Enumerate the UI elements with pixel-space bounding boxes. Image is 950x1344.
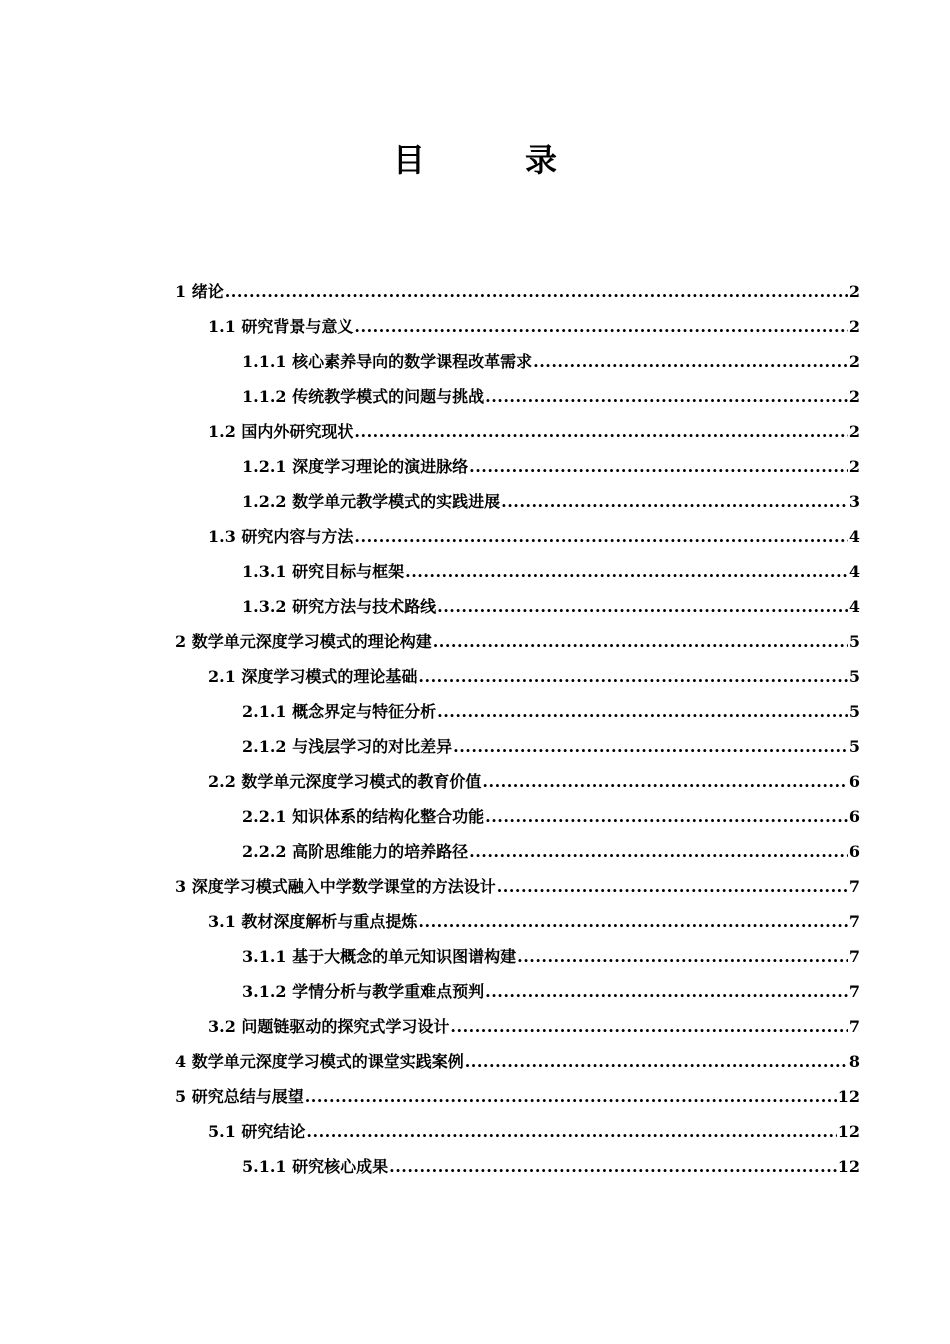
toc-entry-title: 2.1.1 概念界定与特征分析 [242,702,437,721]
toc-entry-page-number: 2 [848,352,860,371]
toc-entry[interactable] [175,274,860,309]
toc-entry[interactable] [242,939,860,974]
toc-entry-page-number: 4 [848,527,860,546]
toc-dot-leader [306,1114,836,1149]
toc-dot-leader [437,589,848,624]
toc-entry-title: 1.3.2 研究方法与技术路线 [242,597,437,616]
toc-dot-leader [453,729,848,764]
toc-entry-page-number: 5 [848,737,860,756]
toc-entry-title: 1.1.2 传统教学模式的问题与挑战 [242,387,485,406]
toc-entry-title: 5.1 研究结论 [208,1122,306,1141]
toc-entry-page-number: 4 [848,597,860,616]
toc-entry-page-number: 7 [848,912,860,931]
toc-dot-leader [485,799,848,834]
toc-entry-page-number: 2 [848,422,860,441]
toc-entry-title: 3.1.2 学情分析与教学重难点预判 [242,982,485,1001]
toc-entry-page-number: 8 [848,1052,860,1071]
toc-entry-title: 3.2 问题链驱动的探究式学习设计 [208,1017,450,1036]
toc-entry[interactable] [208,309,860,344]
toc-dot-leader [418,659,847,694]
toc-entry[interactable] [242,484,860,519]
toc-entry[interactable] [242,834,860,869]
toc-entry-title: 2.1.2 与浅层学习的对比差异 [242,737,453,756]
toc-entry-page-number: 6 [848,807,860,826]
toc-entry-title: 2.1 深度学习模式的理论基础 [208,667,418,686]
toc-entry-title: 1.1 研究背景与意义 [208,317,354,336]
toc-entry[interactable] [208,764,860,799]
toc-dot-leader [485,379,848,414]
toc-entry-title: 3.1 教材深度解析与重点提炼 [208,912,418,931]
toc-entry-title: 3 深度学习模式融入中学数学课堂的方法设计 [175,877,496,896]
toc-entry-page-number: 5 [848,702,860,721]
toc-entry-page-number: 2 [848,387,860,406]
toc-entry-title: 3.1.1 基于大概念的单元知识图谱构建 [242,947,517,966]
toc-entry-page-number: 2 [848,317,860,336]
toc-entry[interactable] [208,414,860,449]
toc-entry-title: 2.2.2 高阶思维能力的培养路径 [242,842,469,861]
toc-entry-title: 1.2.2 数学单元教学模式的实践进展 [242,492,501,511]
toc-entry-page-number: 2 [848,457,860,476]
toc-dot-leader [354,519,847,554]
toc-entry-page-number: 7 [848,982,860,1001]
toc-entry[interactable] [208,1114,860,1149]
toc-dot-leader [389,1149,837,1184]
toc-entry-title: 1.3.1 研究目标与框架 [242,562,405,581]
toc-entry[interactable] [175,624,860,659]
toc-entry-title: 1.1.1 核心素养导向的数学课程改革需求 [242,352,533,371]
toc-dot-leader [418,904,847,939]
toc-entry[interactable] [242,589,860,624]
toc-entry[interactable] [208,659,860,694]
toc-dot-leader [501,484,848,519]
toc-entry-page-number: 7 [848,947,860,966]
toc-entry-page-number: 12 [837,1157,860,1176]
toc-entry[interactable] [242,974,860,1009]
toc-entry[interactable] [242,554,860,589]
toc-entry-title: 2.2 数学单元深度学习模式的教育价值 [208,772,482,791]
toc-entry[interactable] [175,1079,860,1114]
page-title: 目 录 [392,141,591,179]
toc-entry[interactable] [242,799,860,834]
toc-entry[interactable] [208,1009,860,1044]
toc-entry-title: 5.1.1 研究核心成果 [242,1157,389,1176]
toc-dot-leader [497,869,848,904]
toc-entry[interactable] [208,519,860,554]
toc-entry-page-number: 7 [848,1017,860,1036]
toc-entry-page-number: 5 [848,667,860,686]
toc-entry-page-number: 6 [848,842,860,861]
toc-entry-page-number: 2 [848,282,860,301]
toc-entry-page-number: 4 [848,562,860,581]
toc-entry[interactable] [242,379,860,414]
toc-dot-leader [433,624,848,659]
toc-entry[interactable] [175,1044,860,1079]
toc-dot-leader [533,344,848,379]
toc-dot-leader [437,694,848,729]
toc-entry-page-number: 7 [848,877,860,896]
toc-entry-title: 2.2.1 知识体系的结构化整合功能 [242,807,485,826]
toc-entry-page-number: 6 [848,772,860,791]
toc-dot-leader [354,414,847,449]
toc-entry-title: 1.2 国内外研究现状 [208,422,354,441]
toc-entry-page-number: 12 [837,1087,860,1106]
toc-dot-leader [469,449,848,484]
toc-dot-leader [450,1009,847,1044]
toc-entry-title: 2 数学单元深度学习模式的理论构建 [175,632,432,651]
toc-dot-leader [465,1044,848,1079]
toc-entry[interactable] [175,869,860,904]
toc-dot-leader [517,939,848,974]
toc-entry[interactable] [208,904,860,939]
toc-entry[interactable] [242,344,860,379]
toc-entry-title: 1 绪论 [175,282,224,301]
toc-dot-leader [354,309,847,344]
toc-dot-leader [485,974,848,1009]
toc-dot-leader [305,1079,837,1114]
toc-entry-page-number: 3 [848,492,860,511]
toc-dot-leader [405,554,848,589]
toc-entry-page-number: 5 [848,632,860,651]
toc-entry[interactable] [242,1149,860,1184]
toc-dot-leader [482,764,847,799]
toc-entry[interactable] [242,694,860,729]
toc-entry-page-number: 12 [837,1122,860,1141]
toc-dot-leader [225,274,848,309]
toc-entry[interactable] [242,729,860,764]
toc-entry-title: 4 数学单元深度学习模式的课堂实践案例 [175,1052,464,1071]
toc-dot-leader [469,834,848,869]
toc-entry-title: 1.3 研究内容与方法 [208,527,354,546]
toc-entry[interactable] [242,449,860,484]
toc-entry-title: 5 研究总结与展望 [175,1087,304,1106]
toc-entry-title: 1.2.1 深度学习理论的演进脉络 [242,457,469,476]
